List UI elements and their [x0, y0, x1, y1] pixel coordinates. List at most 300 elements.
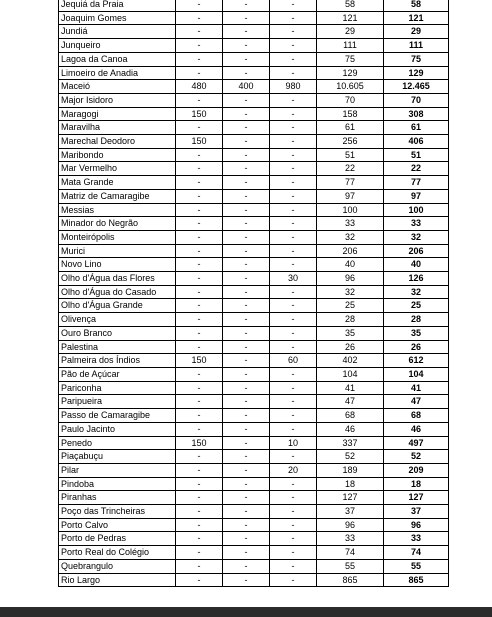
value-cell-1: - [176, 25, 223, 39]
value-cell-2: - [223, 450, 270, 464]
value-cell-3: - [270, 313, 317, 327]
total-cell: 58 [384, 0, 449, 11]
table-row [59, 0, 449, 11]
value-cell-2: - [223, 11, 270, 25]
total-cell: 55 [384, 559, 449, 573]
value-cell-3: - [270, 299, 317, 313]
value-cell-2: - [223, 176, 270, 190]
table-row [59, 505, 449, 519]
value-cell-1: - [176, 326, 223, 340]
value-cell-4: 58 [317, 0, 384, 11]
value-cell-4: 32 [317, 230, 384, 244]
value-cell-3: - [270, 203, 317, 217]
table-row [59, 107, 449, 121]
value-cell-2: - [223, 52, 270, 66]
value-cell-4: 46 [317, 422, 384, 436]
municipality-cell: Junqueiro [59, 39, 176, 53]
viewer-bottom-bar [0, 607, 492, 617]
municipality-cell: Pariconha [59, 381, 176, 395]
value-cell-3: - [270, 505, 317, 519]
value-cell-1: - [176, 162, 223, 176]
municipality-cell: Porto de Pedras [59, 532, 176, 546]
value-cell-1: - [176, 491, 223, 505]
value-cell-3: - [270, 244, 317, 258]
value-cell-3: 10 [270, 436, 317, 450]
municipality-cell: Messias [59, 203, 176, 217]
value-cell-3: - [270, 450, 317, 464]
value-cell-1: - [176, 189, 223, 203]
municipality-cell: Paulo Jacinto [59, 422, 176, 436]
total-cell: 52 [384, 450, 449, 464]
value-cell-3: - [270, 258, 317, 272]
total-cell: 129 [384, 66, 449, 80]
total-cell: 612 [384, 354, 449, 368]
value-cell-1: 150 [176, 135, 223, 149]
value-cell-4: 104 [317, 367, 384, 381]
value-cell-3: - [270, 148, 317, 162]
municipality-cell: Paripueira [59, 395, 176, 409]
value-cell-1: - [176, 39, 223, 53]
value-cell-4: 158 [317, 107, 384, 121]
value-cell-3: - [270, 25, 317, 39]
value-cell-1: - [176, 573, 223, 587]
value-cell-2: - [223, 285, 270, 299]
value-cell-1: - [176, 381, 223, 395]
value-cell-2: - [223, 573, 270, 587]
table-row [59, 326, 449, 340]
total-cell: 61 [384, 121, 449, 135]
total-cell: 33 [384, 532, 449, 546]
municipality-table [58, 0, 449, 587]
table-row [59, 189, 449, 203]
value-cell-1: - [176, 395, 223, 409]
value-cell-3: - [270, 532, 317, 546]
value-cell-1: - [176, 52, 223, 66]
value-cell-1: - [176, 66, 223, 80]
municipality-cell: Pilar [59, 463, 176, 477]
value-cell-2: - [223, 381, 270, 395]
table-row [59, 354, 449, 368]
municipality-cell: Maceió [59, 80, 176, 94]
table-row [59, 135, 449, 149]
value-cell-4: 77 [317, 176, 384, 190]
value-cell-1: 150 [176, 354, 223, 368]
value-cell-2: 400 [223, 80, 270, 94]
municipality-cell: Matriz de Camaragibe [59, 189, 176, 203]
value-cell-3: - [270, 518, 317, 532]
value-cell-4: 74 [317, 546, 384, 560]
value-cell-3: - [270, 573, 317, 587]
value-cell-2: - [223, 93, 270, 107]
total-cell: 100 [384, 203, 449, 217]
value-cell-4: 33 [317, 532, 384, 546]
total-cell: 865 [384, 573, 449, 587]
value-cell-2: - [223, 395, 270, 409]
total-cell: 126 [384, 272, 449, 286]
value-cell-3: - [270, 162, 317, 176]
value-cell-2: - [223, 244, 270, 258]
value-cell-2: - [223, 409, 270, 423]
value-cell-4: 26 [317, 340, 384, 354]
table-row [59, 409, 449, 423]
value-cell-3: - [270, 491, 317, 505]
value-cell-2: - [223, 463, 270, 477]
total-cell: 46 [384, 422, 449, 436]
table-row [59, 93, 449, 107]
value-cell-3: - [270, 11, 317, 25]
value-cell-1: - [176, 93, 223, 107]
value-cell-4: 61 [317, 121, 384, 135]
total-cell: 104 [384, 367, 449, 381]
municipality-cell: Penedo [59, 436, 176, 450]
value-cell-1: - [176, 258, 223, 272]
value-cell-2: - [223, 203, 270, 217]
value-cell-3: - [270, 326, 317, 340]
value-cell-3: - [270, 546, 317, 560]
municipality-cell: Mata Grande [59, 176, 176, 190]
table-row [59, 367, 449, 381]
total-cell: 406 [384, 135, 449, 149]
table-row [59, 395, 449, 409]
total-cell: 497 [384, 436, 449, 450]
value-cell-2: - [223, 313, 270, 327]
value-cell-3: - [270, 217, 317, 231]
value-cell-2: - [223, 258, 270, 272]
table-row [59, 313, 449, 327]
value-cell-4: 33 [317, 217, 384, 231]
value-cell-2: - [223, 559, 270, 573]
value-cell-1: - [176, 409, 223, 423]
value-cell-3: - [270, 230, 317, 244]
municipality-cell: Joaquim Gomes [59, 11, 176, 25]
municipality-cell: Mar Vermelho [59, 162, 176, 176]
municipality-cell: Maravilha [59, 121, 176, 135]
value-cell-3: - [270, 340, 317, 354]
value-cell-1: 480 [176, 80, 223, 94]
municipality-cell: Jundiá [59, 25, 176, 39]
value-cell-1: - [176, 176, 223, 190]
municipality-cell: Limoeiro de Anadia [59, 66, 176, 80]
municipality-cell: Piranhas [59, 491, 176, 505]
table-row [59, 518, 449, 532]
value-cell-4: 41 [317, 381, 384, 395]
value-cell-4: 40 [317, 258, 384, 272]
municipality-cell: Lagoa da Canoa [59, 52, 176, 66]
value-cell-2: - [223, 217, 270, 231]
total-cell: 209 [384, 463, 449, 477]
total-cell: 70 [384, 93, 449, 107]
value-cell-4: 121 [317, 11, 384, 25]
municipality-cell: Novo Lino [59, 258, 176, 272]
value-cell-2: - [223, 121, 270, 135]
value-cell-1: - [176, 559, 223, 573]
value-cell-3: - [270, 93, 317, 107]
total-cell: 37 [384, 505, 449, 519]
total-cell: 51 [384, 148, 449, 162]
table-row [59, 532, 449, 546]
value-cell-1: - [176, 0, 223, 11]
table-row [59, 299, 449, 313]
municipality-cell: Quebrangulo [59, 559, 176, 573]
value-cell-1: 150 [176, 436, 223, 450]
table-row [59, 546, 449, 560]
value-cell-3: - [270, 559, 317, 573]
total-cell: 111 [384, 39, 449, 53]
total-cell: 47 [384, 395, 449, 409]
table-row [59, 244, 449, 258]
value-cell-3: - [270, 0, 317, 11]
value-cell-2: - [223, 422, 270, 436]
table-row [59, 436, 449, 450]
value-cell-2: - [223, 162, 270, 176]
municipality-cell: Olho d'Água Grande [59, 299, 176, 313]
value-cell-3: - [270, 135, 317, 149]
value-cell-3: - [270, 121, 317, 135]
table-row [59, 203, 449, 217]
value-cell-3: - [270, 52, 317, 66]
value-cell-4: 96 [317, 272, 384, 286]
value-cell-3: - [270, 39, 317, 53]
value-cell-3: - [270, 477, 317, 491]
total-cell: 40 [384, 258, 449, 272]
table-row [59, 463, 449, 477]
value-cell-2: - [223, 39, 270, 53]
value-cell-1: - [176, 477, 223, 491]
value-cell-3: - [270, 381, 317, 395]
value-cell-2: - [223, 25, 270, 39]
value-cell-3: - [270, 189, 317, 203]
total-cell: 206 [384, 244, 449, 258]
value-cell-2: - [223, 148, 270, 162]
total-cell: 32 [384, 285, 449, 299]
total-cell: 26 [384, 340, 449, 354]
value-cell-1: - [176, 299, 223, 313]
value-cell-1: - [176, 217, 223, 231]
table-row [59, 148, 449, 162]
value-cell-1: - [176, 532, 223, 546]
value-cell-4: 22 [317, 162, 384, 176]
value-cell-4: 55 [317, 559, 384, 573]
value-cell-1: - [176, 285, 223, 299]
municipality-cell: Monteirópolis [59, 230, 176, 244]
municipality-cell: Jequiá da Praia [59, 0, 176, 11]
value-cell-3: 60 [270, 354, 317, 368]
value-cell-2: - [223, 518, 270, 532]
value-cell-3: - [270, 176, 317, 190]
value-cell-2: - [223, 0, 270, 11]
value-cell-2: - [223, 107, 270, 121]
table-row [59, 272, 449, 286]
total-cell: 41 [384, 381, 449, 395]
value-cell-4: 100 [317, 203, 384, 217]
total-cell: 121 [384, 11, 449, 25]
value-cell-1: - [176, 313, 223, 327]
value-cell-4: 337 [317, 436, 384, 450]
value-cell-1: - [176, 11, 223, 25]
value-cell-4: 75 [317, 52, 384, 66]
value-cell-3: - [270, 367, 317, 381]
municipality-cell: Maribondo [59, 148, 176, 162]
municipality-cell: Olho d'Água do Casado [59, 285, 176, 299]
value-cell-3: - [270, 285, 317, 299]
value-cell-4: 70 [317, 93, 384, 107]
value-cell-1: - [176, 121, 223, 135]
municipality-cell: Rio Largo [59, 573, 176, 587]
municipality-cell: Palmeira dos Índios [59, 354, 176, 368]
municipality-cell: Poço das Trincheiras [59, 505, 176, 519]
value-cell-3: 980 [270, 80, 317, 94]
municipality-cell: Olho d'Água das Flores [59, 272, 176, 286]
value-cell-1: - [176, 203, 223, 217]
value-cell-3: - [270, 409, 317, 423]
value-cell-1: - [176, 422, 223, 436]
total-cell: 18 [384, 477, 449, 491]
value-cell-4: 29 [317, 25, 384, 39]
table-row [59, 477, 449, 491]
table-row [59, 285, 449, 299]
municipality-cell: Pão de Açúcar [59, 367, 176, 381]
value-cell-4: 51 [317, 148, 384, 162]
value-cell-2: - [223, 532, 270, 546]
total-cell: 32 [384, 230, 449, 244]
value-cell-3: - [270, 66, 317, 80]
value-cell-4: 402 [317, 354, 384, 368]
value-cell-2: - [223, 230, 270, 244]
table-row [59, 491, 449, 505]
table-row [59, 450, 449, 464]
value-cell-3: 20 [270, 463, 317, 477]
value-cell-2: - [223, 135, 270, 149]
table-row [59, 422, 449, 436]
total-cell: 75 [384, 52, 449, 66]
value-cell-2: - [223, 272, 270, 286]
total-cell: 29 [384, 25, 449, 39]
total-cell: 12.465 [384, 80, 449, 94]
value-cell-2: - [223, 436, 270, 450]
table-row [59, 25, 449, 39]
municipality-cell: Maragogi [59, 107, 176, 121]
value-cell-2: - [223, 491, 270, 505]
table-row [59, 340, 449, 354]
value-cell-1: - [176, 518, 223, 532]
table-row [59, 162, 449, 176]
value-cell-1: - [176, 463, 223, 477]
value-cell-2: - [223, 66, 270, 80]
municipality-cell: Minador do Negrão [59, 217, 176, 231]
table-row [59, 573, 449, 587]
value-cell-1: 150 [176, 107, 223, 121]
value-cell-1: - [176, 244, 223, 258]
municipality-cell: Murici [59, 244, 176, 258]
value-cell-2: - [223, 189, 270, 203]
value-cell-2: - [223, 299, 270, 313]
municipality-cell: Marechal Deodoro [59, 135, 176, 149]
value-cell-1: - [176, 367, 223, 381]
value-cell-4: 52 [317, 450, 384, 464]
value-cell-3: - [270, 107, 317, 121]
value-cell-4: 206 [317, 244, 384, 258]
value-cell-2: - [223, 340, 270, 354]
value-cell-4: 18 [317, 477, 384, 491]
total-cell: 28 [384, 313, 449, 327]
value-cell-3: - [270, 395, 317, 409]
value-cell-2: - [223, 477, 270, 491]
value-cell-1: - [176, 272, 223, 286]
table-row [59, 217, 449, 231]
table-row [59, 559, 449, 573]
table-row [59, 230, 449, 244]
municipality-cell: Palestina [59, 340, 176, 354]
value-cell-4: 189 [317, 463, 384, 477]
table-row [59, 11, 449, 25]
total-cell: 35 [384, 326, 449, 340]
table-row [59, 80, 449, 94]
value-cell-4: 35 [317, 326, 384, 340]
table-row [59, 381, 449, 395]
table-row [59, 121, 449, 135]
total-cell: 74 [384, 546, 449, 560]
municipality-cell: Passo de Camaragibe [59, 409, 176, 423]
value-cell-4: 97 [317, 189, 384, 203]
value-cell-2: - [223, 326, 270, 340]
value-cell-2: - [223, 367, 270, 381]
value-cell-4: 37 [317, 505, 384, 519]
municipality-cell: Piaçabuçu [59, 450, 176, 464]
value-cell-4: 25 [317, 299, 384, 313]
value-cell-2: - [223, 546, 270, 560]
total-cell: 25 [384, 299, 449, 313]
value-cell-4: 865 [317, 573, 384, 587]
value-cell-1: - [176, 505, 223, 519]
table-row [59, 39, 449, 53]
municipality-cell: Pindoba [59, 477, 176, 491]
value-cell-1: - [176, 148, 223, 162]
total-cell: 68 [384, 409, 449, 423]
value-cell-4: 111 [317, 39, 384, 53]
municipality-cell: Ouro Branco [59, 326, 176, 340]
total-cell: 33 [384, 217, 449, 231]
total-cell: 22 [384, 162, 449, 176]
value-cell-4: 129 [317, 66, 384, 80]
total-cell: 127 [384, 491, 449, 505]
value-cell-1: - [176, 230, 223, 244]
value-cell-4: 256 [317, 135, 384, 149]
value-cell-3: - [270, 422, 317, 436]
value-cell-4: 96 [317, 518, 384, 532]
total-cell: 308 [384, 107, 449, 121]
value-cell-4: 32 [317, 285, 384, 299]
value-cell-2: - [223, 354, 270, 368]
total-cell: 97 [384, 189, 449, 203]
value-cell-4: 68 [317, 409, 384, 423]
value-cell-4: 10.605 [317, 80, 384, 94]
value-cell-1: - [176, 450, 223, 464]
value-cell-1: - [176, 340, 223, 354]
value-cell-4: 127 [317, 491, 384, 505]
table-body [59, 0, 449, 587]
table-row [59, 66, 449, 80]
value-cell-4: 28 [317, 313, 384, 327]
municipality-cell: Porto Calvo [59, 518, 176, 532]
municipality-cell: Olivença [59, 313, 176, 327]
value-cell-4: 47 [317, 395, 384, 409]
municipality-cell: Major Isidoro [59, 93, 176, 107]
municipality-cell: Porto Real do Colégio [59, 546, 176, 560]
value-cell-1: - [176, 546, 223, 560]
table-row [59, 176, 449, 190]
total-cell: 96 [384, 518, 449, 532]
total-cell: 77 [384, 176, 449, 190]
